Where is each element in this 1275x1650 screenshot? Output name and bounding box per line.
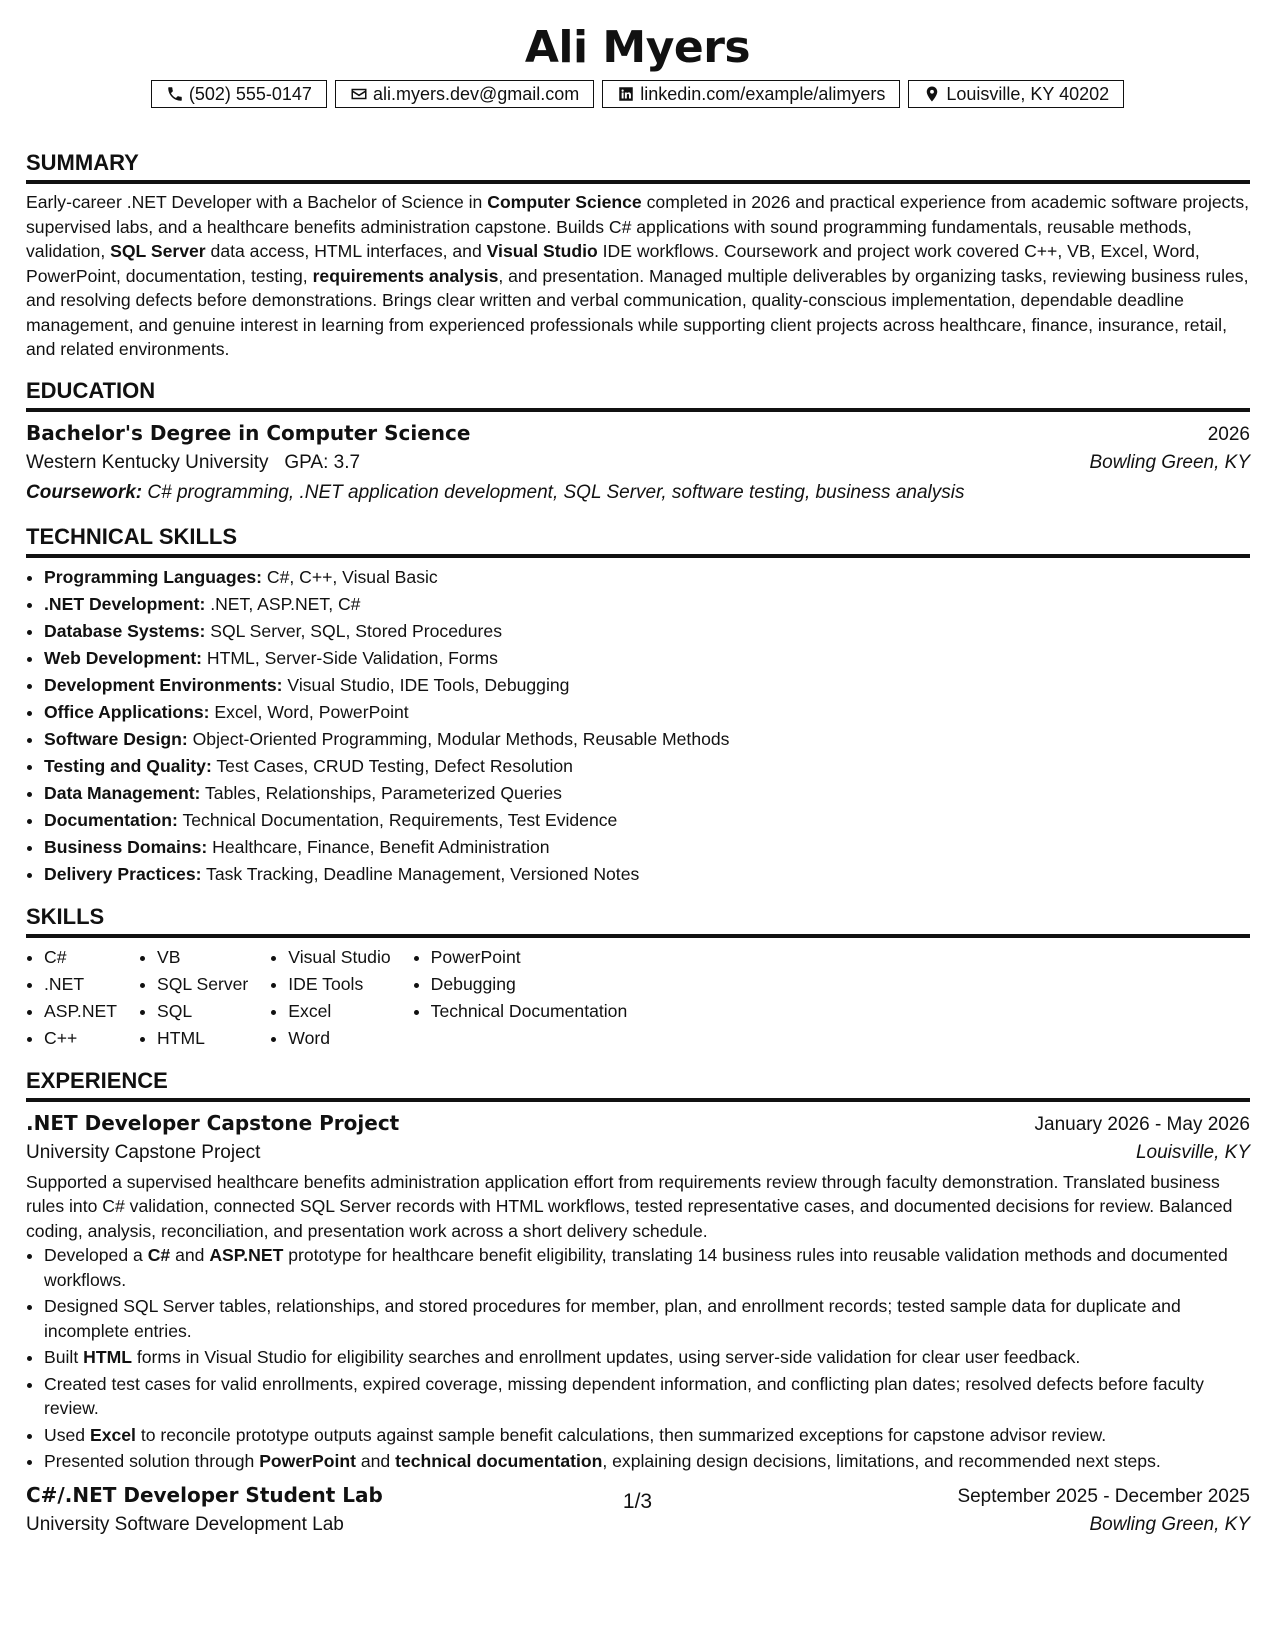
text: , and presentation. Managed multiple deliverables by organizing tasks, reviewing business rules, and resolving defects before demonstrations. Brings clear written and verbal communication, quality-conscious implementation, dependable deadline management, and genuine interest in learning from experienced professionals while supporting client projects across healthcare, finance, insurance, retail, and related environments.	[26, 265, 1249, 359]
bullet-item	[44, 1243, 1250, 1292]
gpa: GPA: 3.7	[284, 451, 361, 473]
technical-skill-item	[44, 564, 1250, 591]
text: Presented solution through	[44, 1451, 260, 1471]
skill-item: • C#	[44, 944, 117, 971]
skill-item: • C++	[44, 1025, 117, 1052]
skill-item: • .NET	[44, 971, 117, 998]
bullet-item	[44, 1423, 1250, 1448]
text: and	[170, 1245, 210, 1265]
map-pin-icon	[923, 85, 941, 103]
technical-skill-item	[44, 861, 1250, 888]
skill-category: Delivery Practices:	[44, 863, 202, 884]
skill-values: HTML, Server-Side Validation, Forms	[202, 647, 498, 668]
technical-skill-item	[44, 591, 1250, 618]
text: data access, HTML interfaces, and	[205, 241, 487, 261]
text: , explaining design decisions, limitations, and recommended next steps.	[602, 1451, 1161, 1471]
phone-icon	[166, 85, 184, 103]
bold-text: Excel	[89, 1424, 136, 1445]
bold-text: technical documentation	[395, 1451, 603, 1471]
skill-category: Documentation:	[44, 809, 178, 830]
bold-text: ASP.NET	[209, 1245, 284, 1265]
resume-body	[26, 148, 1250, 1554]
skill-values: Visual Studio, IDE Tools, Debugging	[282, 674, 570, 695]
location-text: Louisville, KY 40202	[946, 84, 1110, 104]
bullet-item	[44, 1372, 1250, 1421]
text: completed in 2026 and practical experience from academic software projects, supervised labs, and a healthcare benefits administration capstone. Builds C# applications with sound programming fundamentals, reusable methods, validation,	[26, 192, 1250, 261]
skill-category: Office Applications:	[44, 701, 210, 722]
bullet-item	[44, 1449, 1250, 1474]
skill-item: • VB	[157, 944, 248, 971]
degree-title: Bachelor's Degree in Computer Science	[26, 420, 471, 445]
skill-item: • IDE Tools	[288, 971, 390, 998]
skill-item: • ASP.NET	[44, 998, 117, 1025]
text: prototype for healthcare benefit eligibility, translating 14 business rules into reusable validation methods and documented workflows.	[44, 1245, 1228, 1290]
skills-column	[270, 944, 390, 1052]
coursework	[26, 478, 1250, 508]
job-title: C#/.NET Developer Student Lab	[26, 1482, 383, 1507]
bullet-item	[44, 1294, 1250, 1343]
technical-skill-item	[44, 618, 1250, 645]
text: Used	[44, 1424, 90, 1445]
contact-linkedin[interactable]	[602, 80, 900, 108]
bold-text: PowerPoint	[259, 1451, 356, 1471]
skill-category: Web Development:	[44, 647, 203, 668]
job-dates: January 2026 - May 2026	[1034, 1113, 1250, 1135]
skill-values: .NET, ASP.NET, C#	[205, 593, 361, 614]
skill-values: Object-Oriented Programming, Modular Methods, Reusable Methods	[187, 728, 730, 749]
skill-category: Programming Languages:	[44, 566, 262, 587]
skill-values: C#, C++, Visual Basic	[262, 566, 438, 587]
job-description: Supported a supervised healthcare benefits administration application effort from requirements review through faculty demonstration. Translated business rules into C# validation, connected SQL Server records with HTML workflows, tested representative cases, and documented decisions for review. Balanced coding, analysis, reconciliation, and presentation work across a short delivery schedule.	[26, 1171, 1233, 1241]
section-heading: SKILLS	[26, 902, 1250, 938]
text: Early-career .NET Developer with a Bachelor of Science in	[26, 192, 488, 212]
text: Created test cases for valid enrollments, expired coverage, missing dependent information, and conflicting plan dates; resolved defects before faculty review.	[44, 1373, 1204, 1418]
technical-skill-item	[44, 672, 1250, 699]
coursework-label: Coursework:	[26, 481, 143, 503]
technical-skill-item	[44, 726, 1250, 753]
entry-subheader	[26, 1138, 1250, 1168]
text: Designed SQL Server tables, relationships, and stored procedures for member, plan, and enrollment records; tested sample data for duplicate and incomplete entries.	[44, 1296, 1181, 1341]
school-name: Western Kentucky University	[26, 451, 269, 473]
skill-item: • Technical Documentation	[431, 998, 628, 1025]
skill-item: • Visual Studio	[288, 944, 390, 971]
job-dates: September 2025 - December 2025	[957, 1485, 1250, 1507]
envelope-icon	[350, 85, 368, 103]
text: forms in Visual Studio for eligibility searches and enrollment updates, using server-side validation for clear user feedback.	[131, 1347, 1081, 1367]
bullet-item	[44, 1345, 1250, 1370]
text: Built	[44, 1347, 84, 1367]
technical-skill-item	[44, 780, 1250, 807]
skill-category: Database Systems:	[44, 620, 206, 641]
skill-category: Data Management:	[44, 782, 201, 803]
experience-entry	[26, 1108, 1250, 1474]
skills-columns	[26, 944, 1250, 1052]
skill-item: • Debugging	[431, 971, 628, 998]
skill-item: • SQL	[157, 998, 248, 1025]
linkedin-text: linkedin.com/example/alimyers	[640, 84, 886, 104]
skill-item: • PowerPoint	[431, 944, 628, 971]
bold-text: SQL Server	[110, 241, 206, 261]
candidate-name: Ali Myers	[524, 22, 751, 73]
graduation-year: 2026	[1207, 423, 1250, 445]
technical-skill-item	[44, 834, 1250, 861]
technical-skill-item	[44, 645, 1250, 672]
bold-text: requirements analysis	[312, 265, 499, 286]
skills-column	[139, 944, 248, 1052]
entry-subheader	[26, 1510, 1250, 1540]
contact-location	[908, 80, 1124, 108]
bold-text: Computer Science	[487, 192, 642, 212]
linkedin-icon	[617, 85, 635, 103]
email-text: ali.myers.dev@gmail.com	[372, 84, 580, 104]
skill-category: Testing and Quality:	[44, 755, 212, 776]
text: Developed a	[44, 1245, 148, 1265]
phone-text: (502) 555-0147	[188, 84, 312, 104]
summary-section	[26, 148, 1250, 362]
bold-text: HTML	[83, 1347, 132, 1367]
school-location: Bowling Green, KY	[1089, 451, 1250, 473]
education-section	[26, 376, 1250, 508]
section-heading: EDUCATION	[26, 376, 1250, 412]
technical-skill-item	[44, 699, 1250, 726]
bold-text: Visual Studio	[486, 241, 598, 261]
job-location: Bowling Green, KY	[1089, 1513, 1250, 1535]
entry-header	[26, 1108, 1250, 1138]
skill-values: Task Tracking, Deadline Management, Versioned Notes	[201, 863, 640, 884]
bold-text: C#	[147, 1245, 171, 1265]
skill-values: SQL Server, SQL, Stored Procedures	[205, 620, 502, 641]
text: IDE workflows. Coursework and project work covered C++, VB, Excel, Word, PowerPoint, documentation, testing,	[26, 241, 1200, 286]
technical-skill-item	[44, 753, 1250, 780]
skill-category: .NET Development:	[44, 593, 206, 614]
skill-item: • HTML	[157, 1025, 248, 1052]
skill-item: • Excel	[288, 998, 390, 1025]
skill-item: • SQL Server	[157, 971, 248, 998]
contact-email[interactable]	[335, 80, 594, 108]
skill-values: Excel, Word, PowerPoint	[209, 701, 409, 722]
summary-text	[26, 190, 1250, 362]
skills-column	[413, 944, 628, 1052]
text: and	[355, 1451, 396, 1471]
skill-category: Development Environments:	[44, 674, 283, 695]
job-location: Louisville, KY	[1135, 1141, 1250, 1163]
organization: University Capstone Project	[26, 1141, 261, 1163]
contact-phone[interactable]	[151, 80, 327, 108]
job-bullets	[26, 1243, 1250, 1474]
experience-section	[26, 1066, 1250, 1540]
job-title: .NET Developer Capstone Project	[26, 1110, 400, 1135]
skill-values: Healthcare, Finance, Benefit Administration	[207, 836, 550, 857]
contact-bar	[0, 80, 1275, 108]
section-heading: SUMMARY	[26, 148, 1250, 184]
skill-item: • Word	[288, 1025, 390, 1052]
skills-column	[26, 944, 117, 1052]
text: to reconcile prototype outputs against sample benefit calculations, then summarized exceptions for capstone advisor review.	[135, 1424, 1107, 1445]
skills-section	[26, 902, 1250, 1052]
page-number: 1/3	[622, 1490, 653, 1513]
skill-values: Tables, Relationships, Parameterized Queries	[200, 782, 562, 803]
section-heading: TECHNICAL SKILLS	[26, 522, 1250, 558]
technical-skill-item	[44, 807, 1250, 834]
skill-category: Business Domains:	[44, 836, 208, 857]
technical-skills-section	[26, 522, 1250, 888]
skill-values: Test Cases, CRUD Testing, Defect Resolution	[211, 755, 573, 776]
technical-skills-list	[26, 564, 1250, 888]
coursework-list: C# programming, .NET application development, SQL Server, software testing, business analysis	[147, 481, 965, 503]
organization: University Software Development Lab	[26, 1513, 344, 1535]
skill-category: Software Design:	[44, 728, 188, 749]
section-heading: EXPERIENCE	[26, 1066, 1250, 1102]
experience-list	[26, 1108, 1250, 1540]
skill-values: Technical Documentation, Requirements, Test Evidence	[177, 809, 618, 830]
